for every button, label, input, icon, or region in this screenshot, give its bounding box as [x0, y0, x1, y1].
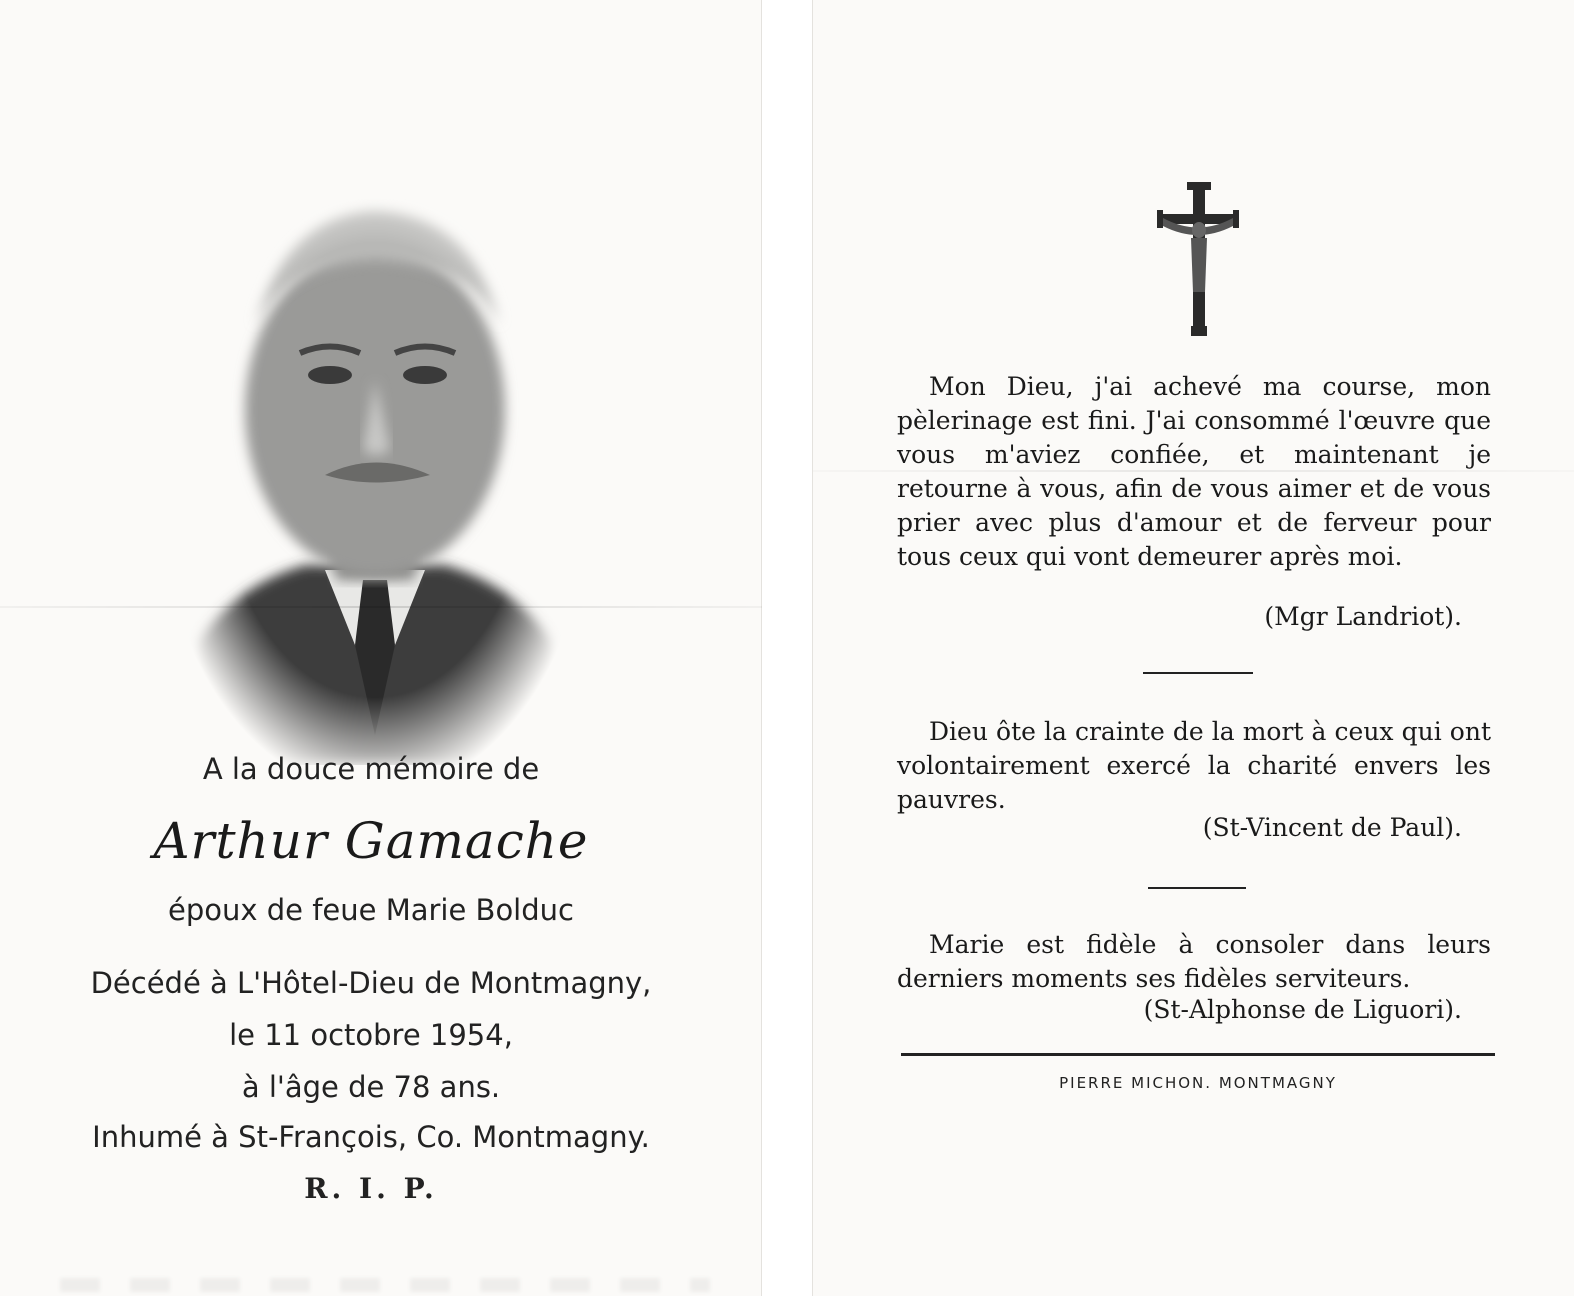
portrait-photo [175, 175, 575, 765]
crucifix-icon [1153, 182, 1243, 338]
printer-credit: PIERRE MICHON. MONTMAGNY [1059, 1074, 1337, 1092]
quote-text: Marie est fidèle à consoler dans leurs derniers moments ses fidèles serviteurs. [897, 930, 1491, 993]
fold-crease [0, 606, 762, 608]
quote-author: (St-Vincent de Paul). [1202, 813, 1462, 842]
bottom-smudge [60, 1278, 710, 1292]
memory-line: A la douce mémoire de [202, 752, 540, 786]
death-date: le 11 octobre 1954, [229, 1018, 513, 1052]
separator [1148, 887, 1246, 889]
quote-author: (St-Alphonse de Liguori). [1143, 995, 1462, 1024]
quote-text: Mon Dieu, j'ai achevé ma course, mon pèlerinage est fini. J'ai consommé l'œuvre que vous m'aviez confiée, et maintenant je retourne à vous, afin de vous aimer et de vous prier avec plus d'amour et de ferveur pour tous ceux qui vont demeurer après moi. [897, 372, 1491, 571]
age-line: à l'âge de 78 ans. [241, 1070, 501, 1104]
quote-text: Dieu ôte la crainte de la mort à ceux qui ont volontairement exercé la charité envers les pauvres. [897, 717, 1491, 814]
deceased-name: Arthur Gamache [153, 812, 589, 870]
memorial-card-back [812, 0, 1574, 1296]
rip-line: R. I. P. [304, 1172, 438, 1205]
quote-author: (Mgr Landriot). [1264, 602, 1462, 631]
bottom-rule [901, 1053, 1495, 1056]
card-gap [762, 0, 812, 1296]
death-place: Décédé à L'Hôtel-Dieu de Montmagny, [90, 966, 652, 1000]
memorial-card-front [0, 0, 762, 1296]
separator [1143, 672, 1253, 674]
burial-line: Inhumé à St-François, Co. Montmagny. [92, 1120, 650, 1154]
spouse-line: époux de feue Marie Bolduc [168, 893, 574, 927]
